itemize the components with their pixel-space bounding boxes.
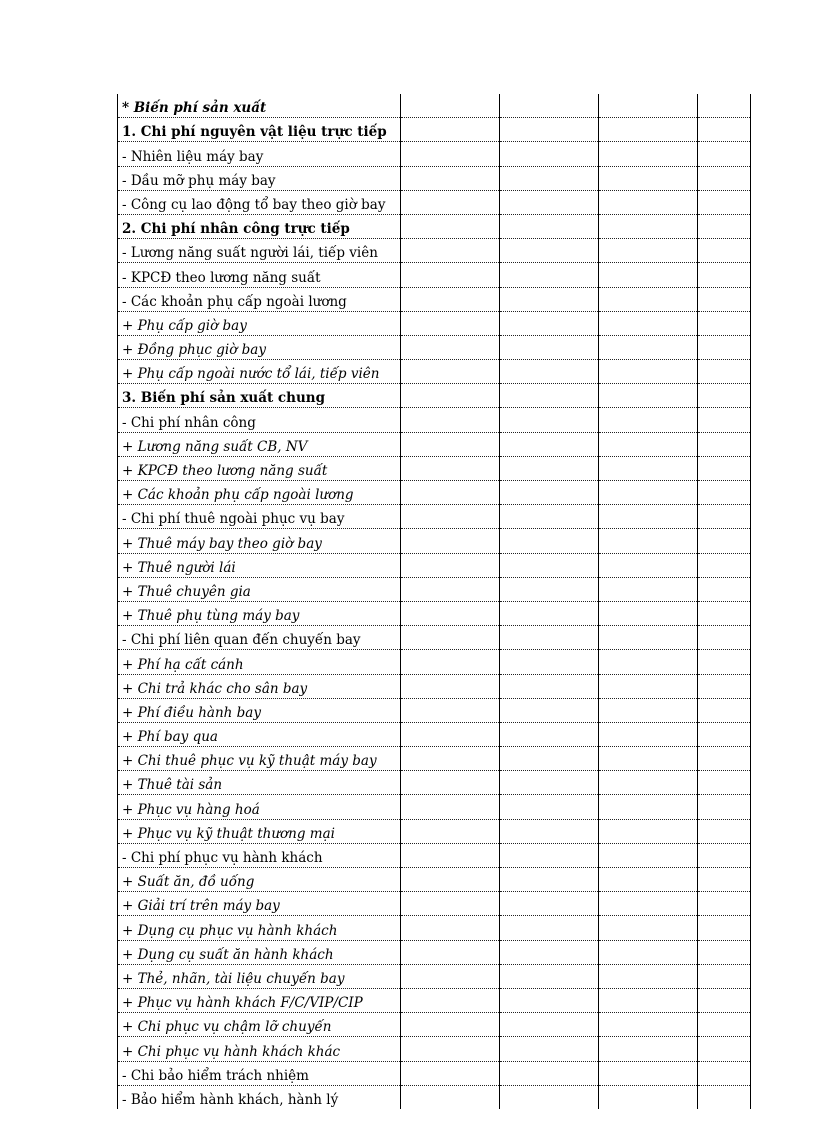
value-cell — [401, 142, 500, 166]
value-cell — [401, 650, 500, 674]
value-cell — [698, 118, 751, 142]
value-cell — [500, 1085, 599, 1109]
value-cell — [500, 360, 599, 384]
row-label: + Dụng cụ phục vụ hành khách — [118, 916, 401, 940]
table-row — [118, 843, 751, 867]
value-cell — [698, 384, 751, 408]
table-row — [118, 239, 751, 263]
table-row — [118, 916, 751, 940]
value-cell — [698, 335, 751, 359]
value-cell — [698, 819, 751, 843]
value-cell — [401, 553, 500, 577]
value-cell — [599, 432, 698, 456]
value-cell — [401, 916, 500, 940]
row-label: - Chi phí nhân công — [118, 408, 401, 432]
value-cell — [401, 771, 500, 795]
value-cell — [500, 988, 599, 1012]
cost-table — [117, 94, 751, 1109]
value-cell — [599, 166, 698, 190]
value-cell — [500, 166, 599, 190]
value-cell — [599, 142, 698, 166]
value-cell — [698, 166, 751, 190]
row-label: + Suất ăn, đồ uống — [118, 868, 401, 892]
value-cell — [500, 747, 599, 771]
value-cell — [698, 360, 751, 384]
row-label: + Phí hạ cất cánh — [118, 650, 401, 674]
row-label: - Chi phí phục vụ hành khách — [118, 843, 401, 867]
value-cell — [500, 626, 599, 650]
value-cell — [401, 408, 500, 432]
value-cell — [698, 1037, 751, 1061]
table-row — [118, 311, 751, 335]
row-label: + Phục vụ kỹ thuật thương mại — [118, 819, 401, 843]
value-cell — [401, 263, 500, 287]
row-label: * Biến phí sản xuất — [118, 94, 401, 118]
value-cell — [401, 360, 500, 384]
value-cell — [599, 505, 698, 529]
value-cell — [500, 190, 599, 214]
value-cell — [401, 335, 500, 359]
value-cell — [500, 529, 599, 553]
value-cell — [500, 964, 599, 988]
value-cell — [401, 1013, 500, 1037]
value-cell — [401, 964, 500, 988]
table-row — [118, 1085, 751, 1109]
table-row — [118, 674, 751, 698]
value-cell — [500, 142, 599, 166]
table-row — [118, 432, 751, 456]
value-cell — [401, 432, 500, 456]
value-cell — [599, 1085, 698, 1109]
row-label: + Lương năng suất CB, NV — [118, 432, 401, 456]
value-cell — [500, 239, 599, 263]
row-label: + Chi thuê phục vụ kỹ thuật máy bay — [118, 747, 401, 771]
value-cell — [698, 674, 751, 698]
row-label: + Phụ cấp ngoài nước tổ lái, tiếp viên — [118, 360, 401, 384]
value-cell — [599, 553, 698, 577]
value-cell — [401, 214, 500, 238]
value-cell — [401, 505, 500, 529]
row-label: + Giải trí trên máy bay — [118, 892, 401, 916]
value-cell — [599, 1013, 698, 1037]
value-cell — [698, 214, 751, 238]
value-cell — [500, 916, 599, 940]
value-cell — [401, 601, 500, 625]
table-row — [118, 795, 751, 819]
row-label: - Lương năng suất người lái, tiếp viên — [118, 239, 401, 263]
value-cell — [599, 360, 698, 384]
table-row — [118, 408, 751, 432]
row-label: 3. Biến phí sản xuất chung — [118, 384, 401, 408]
value-cell — [599, 698, 698, 722]
value-cell — [401, 747, 500, 771]
value-cell — [500, 408, 599, 432]
value-cell — [698, 722, 751, 746]
value-cell — [401, 1037, 500, 1061]
table-row — [118, 1061, 751, 1085]
value-cell — [698, 529, 751, 553]
value-cell — [500, 698, 599, 722]
value-cell — [698, 650, 751, 674]
value-cell — [599, 626, 698, 650]
value-cell — [698, 553, 751, 577]
value-cell — [401, 118, 500, 142]
value-cell — [500, 335, 599, 359]
value-cell — [401, 311, 500, 335]
row-label: - Bảo hiểm hành khách, hành lý — [118, 1085, 401, 1109]
value-cell — [500, 819, 599, 843]
value-cell — [500, 940, 599, 964]
value-cell — [698, 577, 751, 601]
value-cell — [599, 1037, 698, 1061]
value-cell — [698, 1013, 751, 1037]
table-row — [118, 529, 751, 553]
value-cell — [698, 432, 751, 456]
table-row — [118, 118, 751, 142]
value-cell — [599, 311, 698, 335]
value-cell — [599, 335, 698, 359]
row-label: + Phí điều hành bay — [118, 698, 401, 722]
table-row — [118, 892, 751, 916]
value-cell — [500, 214, 599, 238]
table-row — [118, 1037, 751, 1061]
row-label: + Chi trả khác cho sân bay — [118, 674, 401, 698]
value-cell — [698, 771, 751, 795]
table-row — [118, 650, 751, 674]
value-cell — [500, 843, 599, 867]
value-cell — [599, 843, 698, 867]
value-cell — [599, 988, 698, 1012]
value-cell — [599, 577, 698, 601]
row-label: + Chi phục vụ hành khách khác — [118, 1037, 401, 1061]
row-label: + Phụ cấp giờ bay — [118, 311, 401, 335]
value-cell — [599, 674, 698, 698]
value-cell — [500, 287, 599, 311]
value-cell — [500, 1013, 599, 1037]
value-cell — [698, 1061, 751, 1085]
value-cell — [500, 263, 599, 287]
value-cell — [698, 505, 751, 529]
value-cell — [599, 819, 698, 843]
value-cell — [599, 1061, 698, 1085]
value-cell — [698, 868, 751, 892]
value-cell — [500, 384, 599, 408]
table-row — [118, 335, 751, 359]
row-label: - Chi phí thuê ngoài phục vụ bay — [118, 505, 401, 529]
value-cell — [698, 287, 751, 311]
value-cell — [698, 408, 751, 432]
value-cell — [500, 481, 599, 505]
row-label: - Công cụ lao động tổ bay theo giờ bay — [118, 190, 401, 214]
row-label: + Thẻ, nhãn, tài liệu chuyến bay — [118, 964, 401, 988]
table-row — [118, 601, 751, 625]
value-cell — [599, 481, 698, 505]
table-row — [118, 287, 751, 311]
value-cell — [698, 239, 751, 263]
value-cell — [500, 892, 599, 916]
value-cell — [401, 456, 500, 480]
value-cell — [401, 843, 500, 867]
value-cell — [599, 747, 698, 771]
value-cell — [500, 553, 599, 577]
row-label: + Các khoản phụ cấp ngoài lương — [118, 481, 401, 505]
value-cell — [500, 722, 599, 746]
table-row — [118, 964, 751, 988]
table-row — [118, 698, 751, 722]
table-row — [118, 214, 751, 238]
value-cell — [599, 118, 698, 142]
value-cell — [401, 868, 500, 892]
table-row — [118, 553, 751, 577]
value-cell — [500, 94, 599, 118]
value-cell — [401, 988, 500, 1012]
value-cell — [401, 481, 500, 505]
table-row — [118, 1013, 751, 1037]
value-cell — [599, 287, 698, 311]
table-row — [118, 771, 751, 795]
value-cell — [401, 529, 500, 553]
row-label: + Thuê chuyên gia — [118, 577, 401, 601]
table-row — [118, 481, 751, 505]
value-cell — [698, 964, 751, 988]
table-row — [118, 384, 751, 408]
value-cell — [599, 795, 698, 819]
value-cell — [698, 843, 751, 867]
value-cell — [500, 795, 599, 819]
value-cell — [401, 94, 500, 118]
value-cell — [698, 892, 751, 916]
value-cell — [698, 190, 751, 214]
value-cell — [698, 626, 751, 650]
value-cell — [500, 868, 599, 892]
table-row — [118, 190, 751, 214]
value-cell — [698, 698, 751, 722]
value-cell — [599, 94, 698, 118]
value-cell — [599, 456, 698, 480]
table-row — [118, 456, 751, 480]
value-cell — [599, 190, 698, 214]
table-row — [118, 166, 751, 190]
value-cell — [401, 384, 500, 408]
table-row — [118, 577, 751, 601]
value-cell — [698, 311, 751, 335]
table-row — [118, 722, 751, 746]
table-row — [118, 868, 751, 892]
value-cell — [698, 795, 751, 819]
row-label: + Dụng cụ suất ăn hành khách — [118, 940, 401, 964]
row-label: - KPCĐ theo lương năng suất — [118, 263, 401, 287]
value-cell — [599, 964, 698, 988]
value-cell — [401, 892, 500, 916]
value-cell — [401, 674, 500, 698]
table-row — [118, 142, 751, 166]
value-cell — [599, 263, 698, 287]
value-cell — [599, 940, 698, 964]
table-row — [118, 747, 751, 771]
row-label: 1. Chi phí nguyên vật liệu trực tiếp — [118, 118, 401, 142]
value-cell — [401, 698, 500, 722]
table-row — [118, 626, 751, 650]
row-label: + Đồng phục giờ bay — [118, 335, 401, 359]
table-row — [118, 360, 751, 384]
value-cell — [401, 795, 500, 819]
table-row — [118, 940, 751, 964]
table-row — [118, 263, 751, 287]
value-cell — [500, 771, 599, 795]
row-label: - Chi bảo hiểm trách nhiệm — [118, 1061, 401, 1085]
value-cell — [500, 1037, 599, 1061]
table-row — [118, 505, 751, 529]
value-cell — [401, 940, 500, 964]
value-cell — [500, 311, 599, 335]
value-cell — [698, 481, 751, 505]
value-cell — [698, 940, 751, 964]
row-label: - Các khoản phụ cấp ngoài lương — [118, 287, 401, 311]
value-cell — [698, 263, 751, 287]
row-label: + Thuê tài sản — [118, 771, 401, 795]
value-cell — [401, 1085, 500, 1109]
value-cell — [401, 819, 500, 843]
value-cell — [401, 577, 500, 601]
value-cell — [401, 190, 500, 214]
value-cell — [401, 287, 500, 311]
value-cell — [500, 456, 599, 480]
value-cell — [599, 408, 698, 432]
row-label: + Phục vụ hành khách F/C/VIP/CIP — [118, 988, 401, 1012]
value-cell — [698, 1085, 751, 1109]
value-cell — [500, 674, 599, 698]
value-cell — [599, 650, 698, 674]
value-cell — [500, 650, 599, 674]
value-cell — [599, 868, 698, 892]
value-cell — [500, 601, 599, 625]
value-cell — [500, 432, 599, 456]
value-cell — [599, 722, 698, 746]
value-cell — [698, 601, 751, 625]
table-row — [118, 94, 751, 118]
value-cell — [401, 166, 500, 190]
value-cell — [698, 747, 751, 771]
table-row — [118, 819, 751, 843]
value-cell — [401, 626, 500, 650]
row-label: - Chi phí liên quan đến chuyến bay — [118, 626, 401, 650]
value-cell — [698, 988, 751, 1012]
value-cell — [401, 1061, 500, 1085]
row-label: 2. Chi phí nhân công trực tiếp — [118, 214, 401, 238]
row-label: - Dầu mỡ phụ máy bay — [118, 166, 401, 190]
row-label: + Phí bay qua — [118, 722, 401, 746]
value-cell — [698, 142, 751, 166]
value-cell — [500, 1061, 599, 1085]
value-cell — [599, 239, 698, 263]
value-cell — [599, 384, 698, 408]
value-cell — [599, 529, 698, 553]
table-row — [118, 988, 751, 1012]
value-cell — [599, 916, 698, 940]
value-cell — [599, 892, 698, 916]
value-cell — [401, 722, 500, 746]
value-cell — [500, 505, 599, 529]
value-cell — [698, 94, 751, 118]
row-label: - Nhiên liệu máy bay — [118, 142, 401, 166]
value-cell — [599, 601, 698, 625]
row-label: + KPCĐ theo lương năng suất — [118, 456, 401, 480]
row-label: + Thuê phụ tùng máy bay — [118, 601, 401, 625]
row-label: + Chi phục vụ chậm lỡ chuyến — [118, 1013, 401, 1037]
value-cell — [500, 577, 599, 601]
value-cell — [599, 771, 698, 795]
value-cell — [698, 456, 751, 480]
cost-table-body — [118, 94, 751, 1109]
value-cell — [401, 239, 500, 263]
row-label: + Thuê người lái — [118, 553, 401, 577]
row-label: + Phục vụ hàng hoá — [118, 795, 401, 819]
value-cell — [500, 118, 599, 142]
value-cell — [599, 214, 698, 238]
row-label: + Thuê máy bay theo giờ bay — [118, 529, 401, 553]
value-cell — [698, 916, 751, 940]
